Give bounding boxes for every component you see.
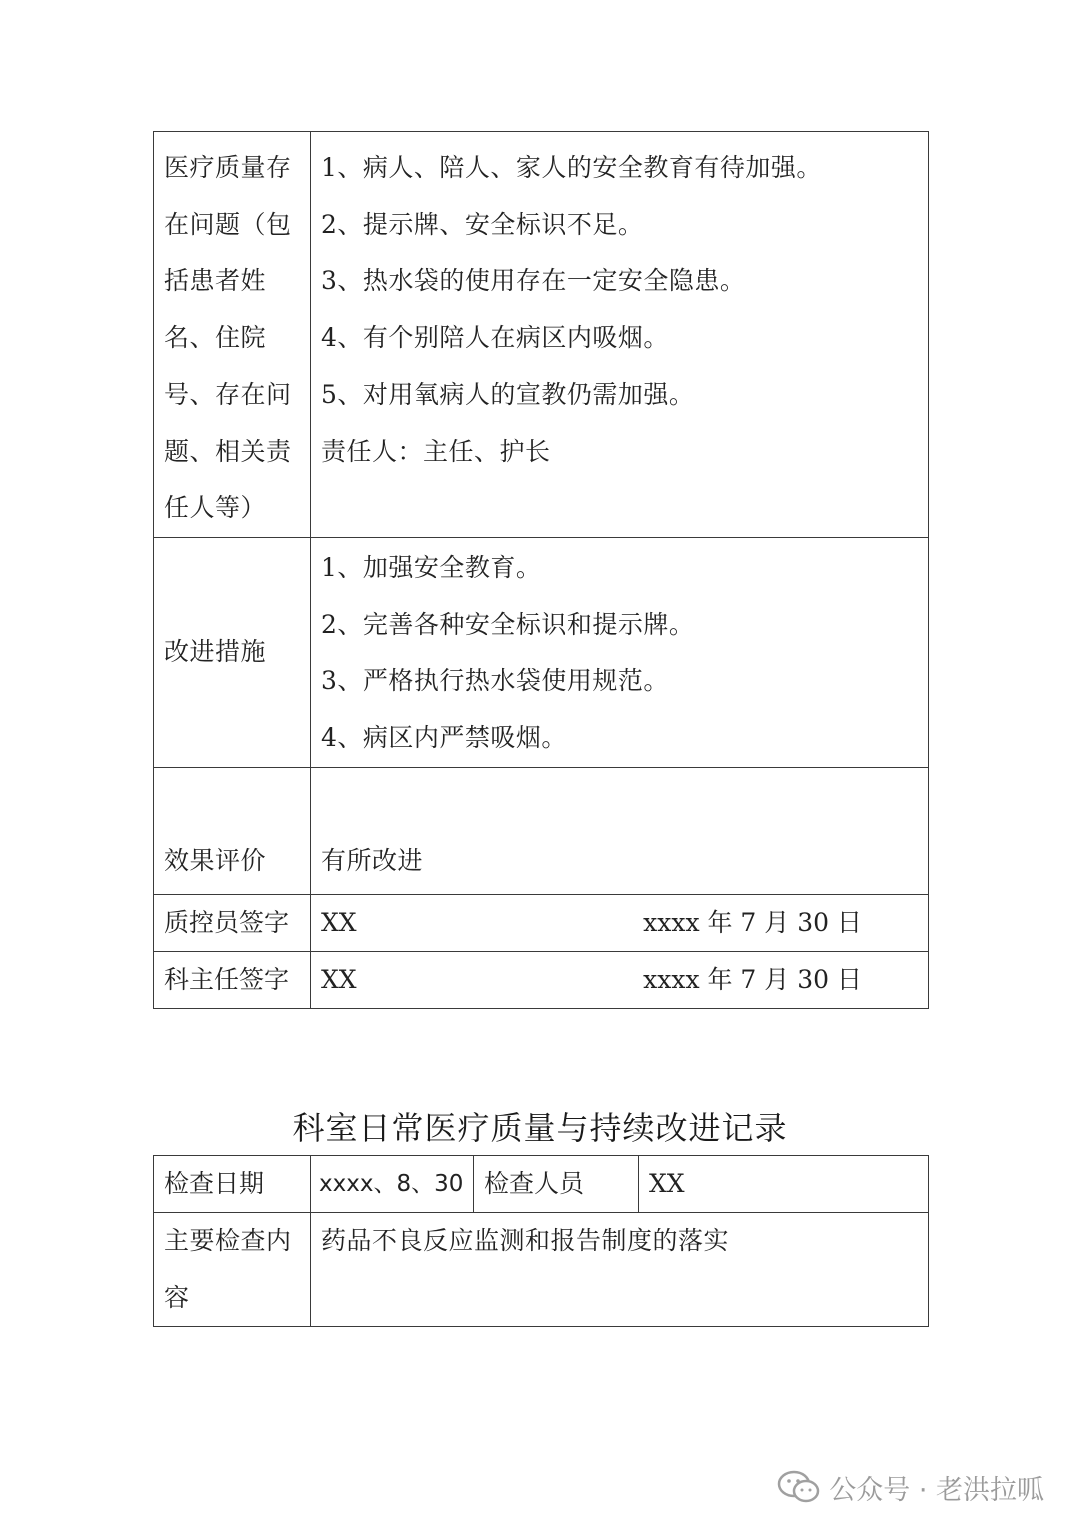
problem-item: 5、对用氧病人的宣教仍需加强。: [321, 379, 695, 409]
director-sign-row: [154, 951, 929, 1008]
qc-sign-date: xxxx 年 7 月 30 日: [643, 907, 862, 937]
problem-item: 2、提示牌、安全标识不足。: [321, 209, 644, 239]
check-content-label: 主要检查内容: [154, 1213, 311, 1327]
problem-item: 4、有个别陪人在病区内吸烟。: [321, 323, 669, 353]
qc-sign-label: 质控员签字: [154, 894, 311, 951]
inspector-value: XX: [639, 1156, 929, 1213]
director-sign-label: 科主任签字: [154, 951, 311, 1008]
director-sign-content: [311, 951, 929, 1008]
measure-item: 4、病区内严禁吸烟。: [321, 723, 567, 753]
inspector-label: 检查人员: [474, 1156, 639, 1213]
measures-label: [154, 537, 311, 767]
qc-sign-content: [311, 894, 929, 951]
effect-value: 有所改进: [321, 846, 424, 876]
measures-label-text: 改进措施: [164, 636, 267, 666]
check-content-row: [154, 1213, 929, 1327]
record-table: [153, 1155, 929, 1327]
problems-content: [311, 132, 929, 538]
quality-table: [153, 131, 929, 1009]
check-content-value: 药品不良反应监测和报告制度的落实: [311, 1213, 929, 1327]
problems-label: 医疗质量存在问题（包括患者姓名、住院号、存在问题、相关责任人等）: [154, 132, 311, 538]
measures-content: [311, 537, 929, 767]
effect-label: [154, 767, 311, 894]
qc-sign-row: [154, 894, 929, 951]
problem-item: 3、热水袋的使用存在一定安全隐患。: [321, 266, 746, 296]
director-sign-name: XX: [321, 964, 357, 994]
wechat-icon: [777, 1469, 821, 1505]
effect-content: [311, 767, 929, 894]
problems-row: [154, 132, 929, 538]
check-date-label: 检查日期: [154, 1156, 311, 1213]
watermark: [777, 1467, 1044, 1507]
qc-sign-name: XX: [321, 907, 357, 937]
record-title: 科室日常医疗质量与持续改进记录: [292, 1109, 788, 1147]
measure-item: 1、加强安全教育。: [321, 552, 542, 582]
check-date-value: xxxx、8、30: [311, 1156, 474, 1213]
measure-item: 3、严格执行热水袋使用规范。: [321, 666, 669, 696]
check-info-row: [154, 1156, 929, 1213]
director-sign-date: xxxx 年 7 月 30 日: [643, 964, 862, 994]
problem-item: 1、病人、陪人、家人的安全教育有待加强。: [321, 153, 822, 182]
effect-label-text: 效果评价: [164, 846, 267, 876]
measures-row: [154, 537, 929, 767]
effect-row: [154, 767, 929, 894]
watermark-text: 公众号 · 老洪拉呱: [829, 1474, 1044, 1506]
measure-item: 2、完善各种安全标识和提示牌。: [321, 609, 695, 639]
responsible-person: 责任人：主任、护长: [321, 436, 551, 466]
